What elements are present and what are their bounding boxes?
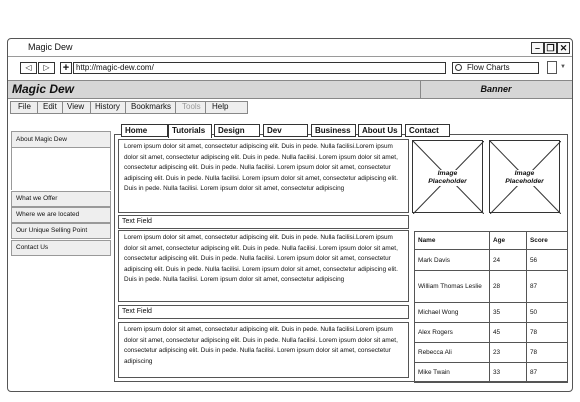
- menu-edit[interactable]: Edit: [43, 102, 57, 111]
- image-placeholder-label: [413, 170, 482, 186]
- image-placeholder-label: [490, 170, 559, 186]
- column-header-age[interactable]: Age: [490, 232, 527, 250]
- cell-score: 56: [527, 250, 568, 271]
- search-icon: [455, 64, 462, 71]
- new-tab-button[interactable]: +: [60, 62, 72, 74]
- menu-history[interactable]: History: [95, 102, 120, 111]
- url-input[interactable]: http://magic-dew.com/: [73, 62, 446, 74]
- back-button[interactable]: ◁: [20, 62, 37, 74]
- cell-age: 23: [490, 343, 527, 363]
- table-row[interactable]: [415, 271, 568, 303]
- cell-score: 50: [527, 303, 568, 323]
- sidebar-item-about[interactable]: About Magic Dew: [11, 131, 111, 148]
- placeholder-line-2: Placeholder: [428, 178, 467, 185]
- cell-name: Michael Wong: [415, 303, 490, 323]
- page-icon[interactable]: [547, 61, 557, 74]
- forward-button[interactable]: ▷: [38, 62, 55, 74]
- text-field-1[interactable]: Text Field: [118, 215, 409, 229]
- sidebar-spacer: [11, 148, 111, 190]
- tab-tutorials[interactable]: Tutorials: [168, 124, 212, 138]
- tab-home[interactable]: Home: [121, 124, 168, 137]
- column-header-name[interactable]: Name: [415, 232, 490, 250]
- text-field-2[interactable]: Text Field: [118, 305, 409, 319]
- table-header-row: [415, 232, 568, 250]
- image-placeholder-left: [412, 140, 483, 213]
- score-table: [414, 231, 568, 383]
- cell-age: 28: [490, 271, 527, 303]
- tab-contact[interactable]: Contact: [405, 124, 450, 137]
- paragraph-1: Lorem ipsum dolor sit amet, consectetur adipiscing elit. Duis in pede. Nulla facilisi.Lorem ipsum dolor sit amet, consectetur adipiscing elit. Duis in pede. Nulla facilisi. Lorem ipsum dolor sit amet, consectetur adipiscing elit. Duis in pede. Nulla facilisi. Lorem ipsum dolor sit amet, consectetur adipiscing elit. Duis in pede. Nulla facilisi. Lorem ipsum dolor sit amet, consectetur adipiscing elit. Duis in pede. Nulla facilisi. Lorem ipsum dolor sit amet, consectetur adipiscing: [124, 143, 398, 192]
- window-title: Magic Dew: [28, 42, 73, 52]
- cell-name: Mike Twain: [415, 363, 490, 383]
- tab-about-us[interactable]: About Us: [358, 124, 402, 137]
- minimize-button[interactable]: –: [531, 42, 544, 54]
- chevron-down-icon[interactable]: ▼: [560, 64, 566, 70]
- table-row[interactable]: [415, 363, 568, 383]
- menu-separator: [90, 101, 91, 114]
- paragraph-3: Lorem ipsum dolor sit amet, consectetur adipiscing elit. Duis in pede. Nulla facilisi.Lorem ipsum dolor sit amet, consectetur adipiscing elit. Duis in pede. Nulla facilisi. Lorem ipsum dolor sit amet, consectetur adipiscing elit. Duis in pede. Nulla facilisi. Lorem ipsum dolor sit amet, consectetur adipiscing: [124, 326, 398, 365]
- placeholder-line-1: Image: [514, 170, 535, 177]
- sidebar-item-offer[interactable]: What we Offer: [11, 191, 111, 207]
- cell-score: 78: [527, 323, 568, 343]
- close-button[interactable]: ✕: [557, 42, 570, 54]
- menu-file[interactable]: File: [18, 102, 31, 111]
- cell-name: Mark Davis: [415, 250, 490, 271]
- cell-age: 24: [490, 250, 527, 271]
- cell-score: 87: [527, 271, 568, 303]
- maximize-button[interactable]: ❐: [544, 42, 557, 54]
- tab-dev[interactable]: Dev: [263, 124, 308, 137]
- menu-separator: [175, 101, 176, 114]
- image-placeholder-right: [489, 140, 560, 213]
- menu-bookmarks[interactable]: Bookmarks: [131, 102, 172, 111]
- cell-score: 87: [527, 363, 568, 383]
- cell-name: Rebecca Ali: [415, 343, 490, 363]
- cell-name: Alex Rogers: [415, 323, 490, 343]
- menu-separator: [205, 101, 206, 114]
- cell-name: William Thomas Leslie: [415, 271, 490, 303]
- title-bar: [8, 39, 572, 57]
- brand-title: Magic Dew: [12, 82, 75, 96]
- sidebar-item-contact[interactable]: Contact Us: [11, 240, 111, 256]
- table-row[interactable]: [415, 303, 568, 323]
- paragraph-2: Lorem ipsum dolor sit amet, consectetur adipiscing elit. Duis in pede. Nulla facilisi.Lorem ipsum dolor sit amet, consectetur adipiscing elit. Duis in pede. Nulla facilisi. Lorem ipsum dolor sit amet, consectetur adipiscing elit. Duis in pede. Nulla facilisi. Lorem ipsum dolor sit amet, consectetur adipiscing elit. Duis in pede. Nulla facilisi. Lorem ipsum dolor sit amet, consectetur adipiscing elit. Duis in pede. Nulla facilisi. Lorem ipsum dolor sit amet, consectetur adipiscing: [124, 234, 398, 283]
- table-row[interactable]: [415, 250, 568, 271]
- search-input[interactable]: Flow Charts: [452, 62, 539, 74]
- placeholder-line-1: Image: [437, 170, 458, 177]
- cell-age: 35: [490, 303, 527, 323]
- placeholder-line-2: Placeholder: [505, 178, 544, 185]
- menu-separator: [62, 101, 63, 114]
- menu-help[interactable]: Help: [212, 102, 229, 111]
- table-row[interactable]: [415, 343, 568, 363]
- column-header-score[interactable]: Score: [527, 232, 568, 250]
- menu-separator: [125, 101, 126, 114]
- sidebar-item-location[interactable]: Where we are located: [11, 207, 111, 223]
- menu-separator: [37, 101, 38, 114]
- cell-age: 45: [490, 323, 527, 343]
- table-row[interactable]: [415, 323, 568, 343]
- tab-design[interactable]: Design: [214, 124, 260, 137]
- sidebar-item-usp[interactable]: Our Unique Selling Point: [11, 223, 111, 239]
- cell-age: 33: [490, 363, 527, 383]
- menu-view[interactable]: View: [67, 102, 85, 111]
- menu-tools[interactable]: Tools: [182, 102, 201, 111]
- cell-score: 78: [527, 343, 568, 363]
- tab-business[interactable]: Business: [311, 124, 356, 137]
- banner-label: Banner: [480, 84, 512, 94]
